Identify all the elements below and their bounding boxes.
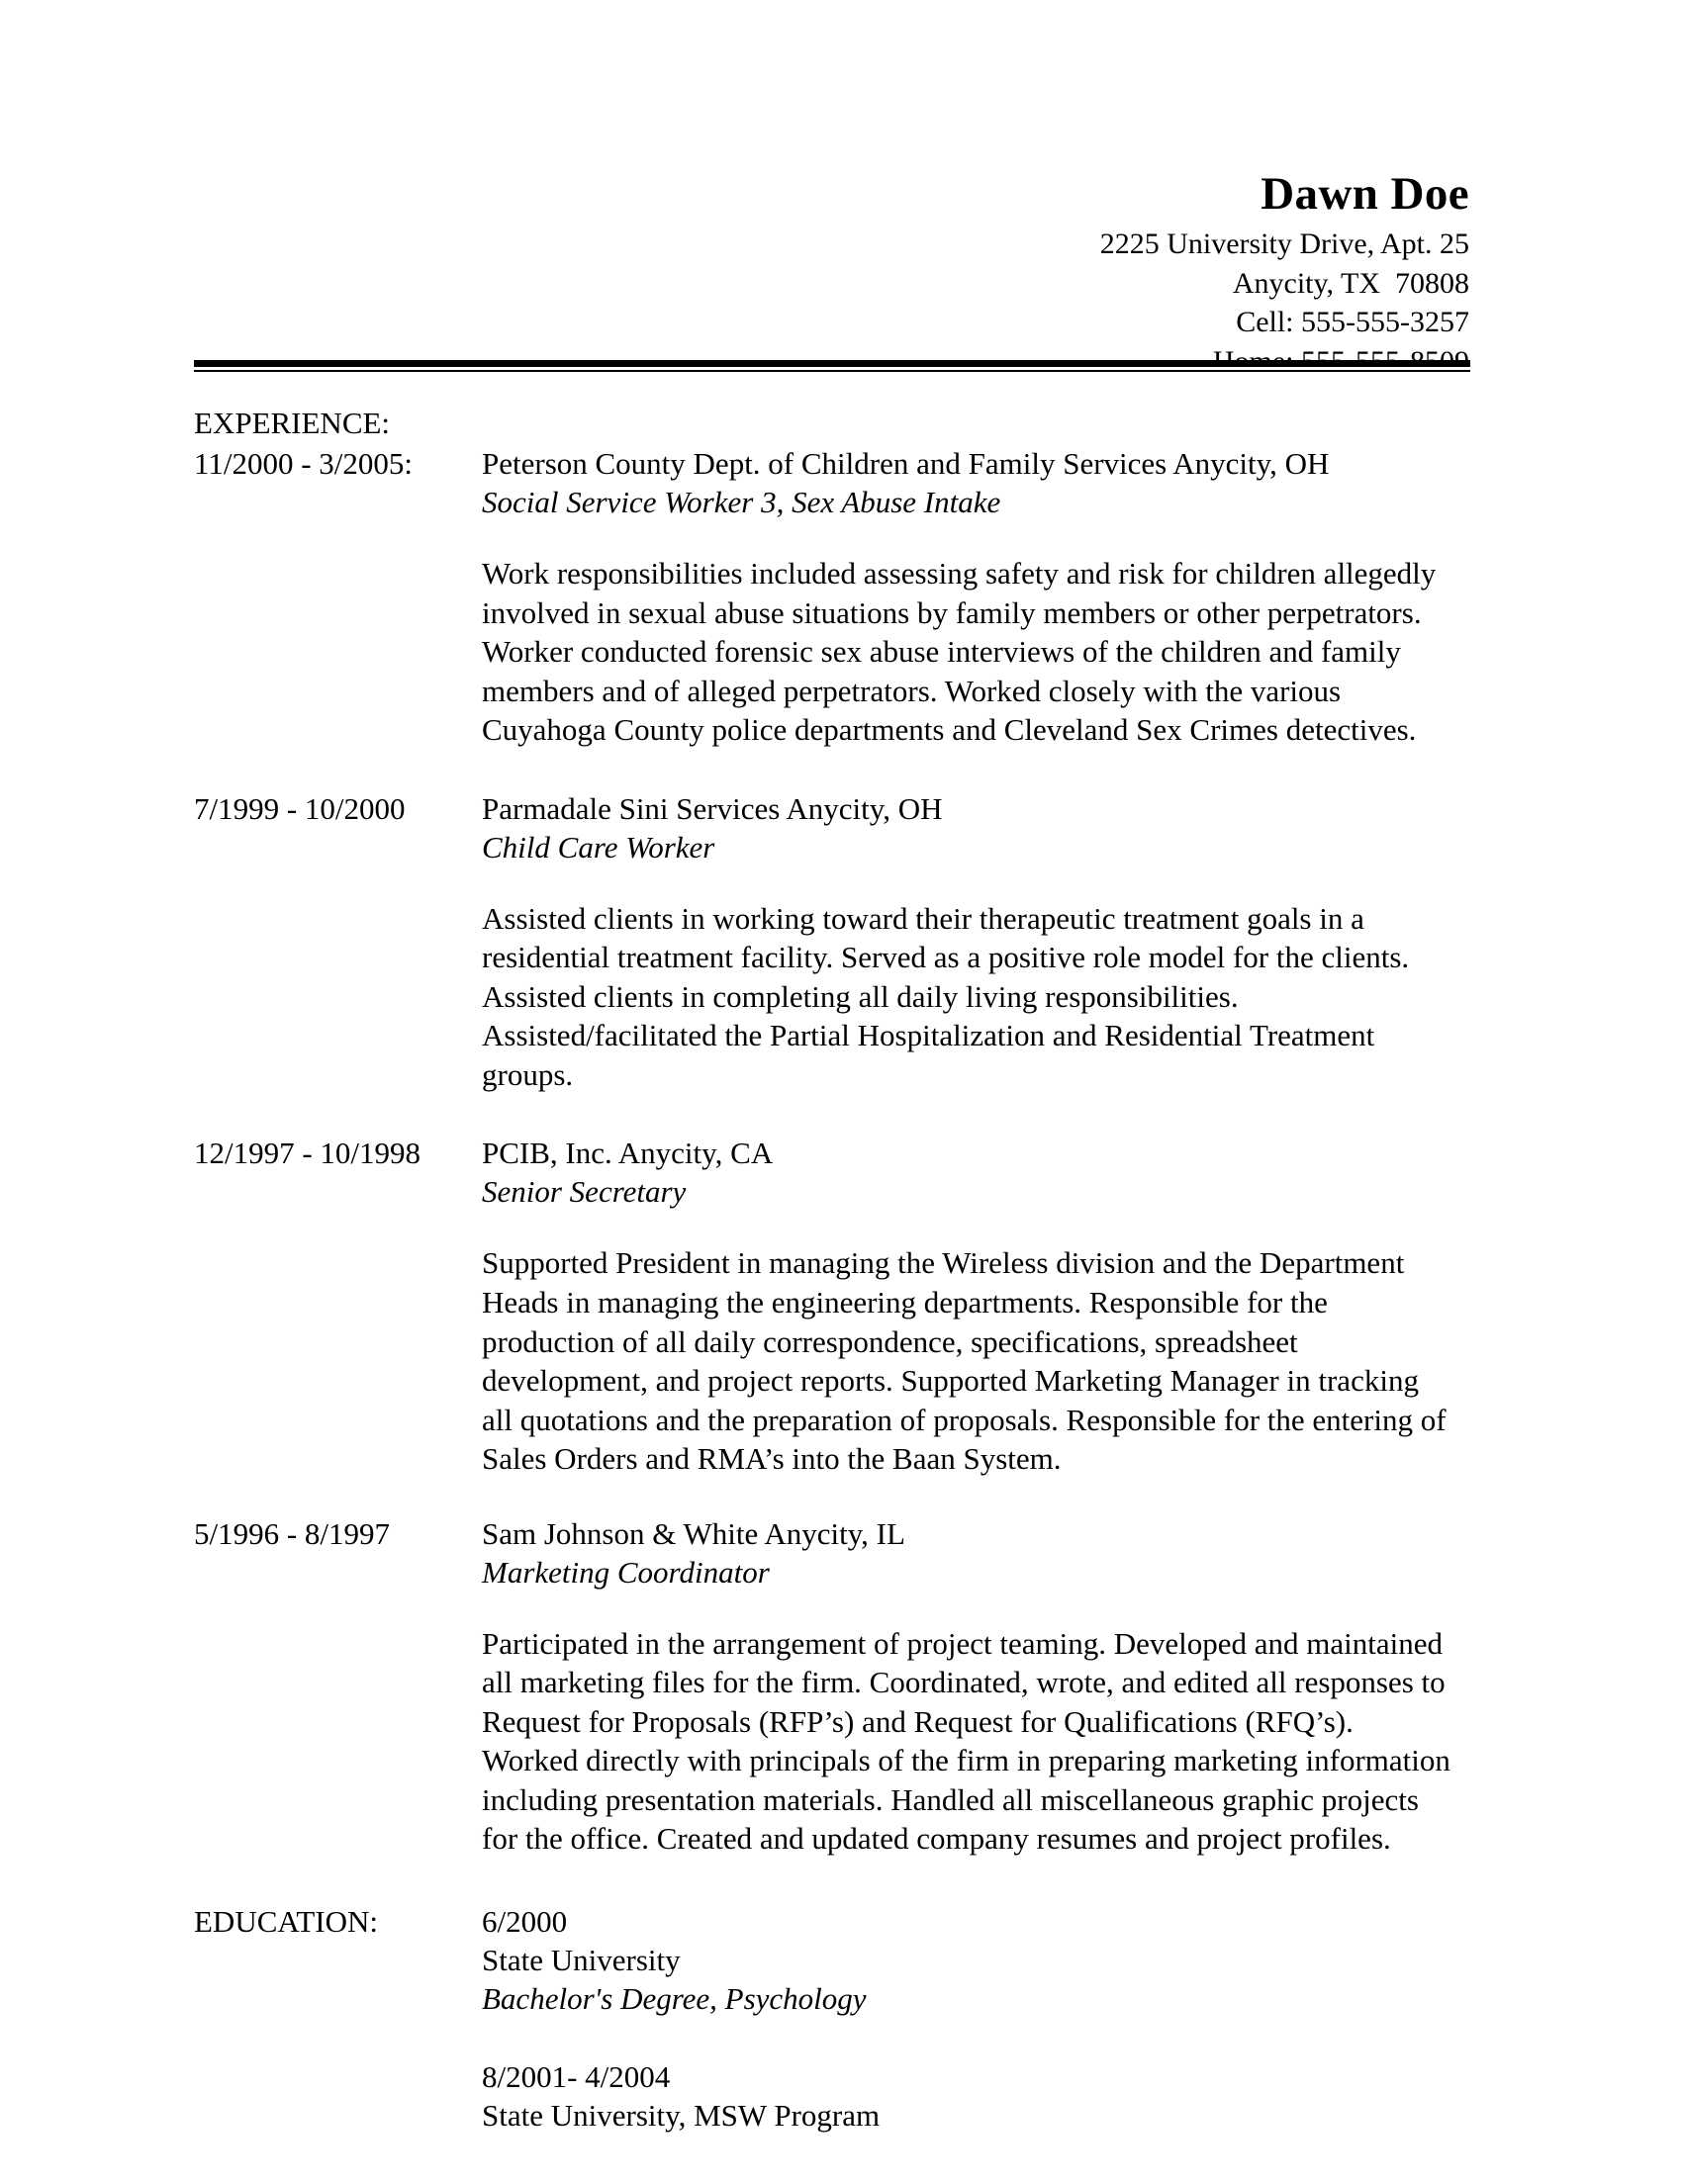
experience-entry [194, 1134, 1475, 1478]
entry-spacer [194, 1859, 1475, 1902]
entry-spacer [194, 1479, 1475, 1514]
education-spacer [482, 2018, 1471, 2057]
header-divider [194, 360, 1470, 372]
experience-role: Child Care Worker [482, 829, 715, 864]
education-degree: Bachelor's Degree, Psychology [482, 1980, 867, 2016]
experience-organization: Peterson County Dept. of Children and Family Services Anycity, OH [482, 446, 1330, 482]
experience-entry [194, 444, 1475, 750]
experience-dates: 7/1999 - 10/2000 [194, 790, 406, 826]
experience-description: Assisted clients in working toward their therapeutic treatment goals in a residential treatment facility. Served as a positive role model for the clients. Assisted clients in completing all daily living responsibilities. Assisted/facilitated the Partial Hospitalization and Residential Treatment groups. [482, 900, 1410, 1092]
experience-details [482, 1134, 1471, 1478]
experience-description: Supported President in managing the Wireless division and the Department Heads in managing the engineering departments. Responsible for the production of all daily correspondence, specifications, spreadsheet development, and project reports. Supported Marketing Manager in tracking all quotations and the preparation of proposals. Responsible for the entering of Sales Orders and RMA’s into the Baan System. [482, 1245, 1447, 1477]
experience-role: Social Service Worker 3, Sex Abuse Intake [482, 485, 1001, 520]
experience-entry [194, 789, 1475, 1095]
experience-organization: Sam Johnson & White Anycity, IL [482, 1515, 905, 1551]
resume-header [193, 168, 1469, 382]
experience-organization: Parmadale Sini Services Anycity, OH [482, 790, 943, 826]
education-dates: 8/2001- 4/2004 [482, 2058, 671, 2094]
education-dates: 6/2000 [482, 1903, 568, 1939]
education-institution: State University [482, 1942, 681, 1977]
education-details [482, 1902, 1471, 2135]
section-heading-experience: EXPERIENCE: [194, 406, 391, 440]
resume-body [194, 404, 1475, 2135]
entry-spacer [194, 750, 1475, 789]
experience-details [482, 444, 1471, 750]
experience-dates: 12/1997 - 10/1998 [194, 1136, 421, 1171]
education-entry [194, 1902, 1475, 2135]
experience-dates: 11/2000 - 3/2005: [194, 446, 414, 482]
experience-details [482, 1514, 1471, 1859]
experience-role: Marketing Coordinator [482, 1554, 770, 1590]
experience-description: Work responsibilities included assessing safety and risk for children allegedly involved in sexual abuse situations by family members or other perpetrators. Worker conducted forensic sex abuse interviews of the children and family members and of alleged perpetrators. Worked closely with the various Cuyahoga County police departments and Cleveland Sex Crimes detectives. [482, 556, 1437, 748]
address-line-2: Anycity, TX 70808 [1232, 266, 1469, 300]
divider-rule-thin [194, 370, 1470, 372]
experience-description: Participated in the arrangement of project teaming. Developed and maintained all marketing files for the firm. Coordinated, wrote, and edited all responses to Request for Proposals (RFP’s) and Request for Qualifications (RFQ’s). Worked directly with principals of the firm in preparing marketing information including presentation materials. Handled all miscellaneous graphic projects for the office. Created and updated company resumes and project profiles. [482, 1625, 1450, 1857]
divider-rule-thick [194, 360, 1470, 367]
candidate-name: Dawn Doe [1261, 168, 1469, 220]
experience-organization: PCIB, Inc. Anycity, CA [482, 1136, 774, 1171]
section-heading-education: EDUCATION: [194, 1903, 378, 1939]
experience-entry [194, 1514, 1475, 1859]
education-institution: State University, MSW Program [482, 2097, 881, 2133]
address-line-1: 2225 University Drive, Apt. 25 [1099, 227, 1469, 260]
experience-details [482, 789, 1471, 1095]
experience-dates: 5/1996 - 8/1997 [194, 1515, 391, 1551]
cell-phone: Cell: 555-555-3257 [1236, 306, 1469, 339]
entry-spacer [194, 1094, 1475, 1134]
experience-role: Senior Secretary [482, 1174, 687, 1210]
